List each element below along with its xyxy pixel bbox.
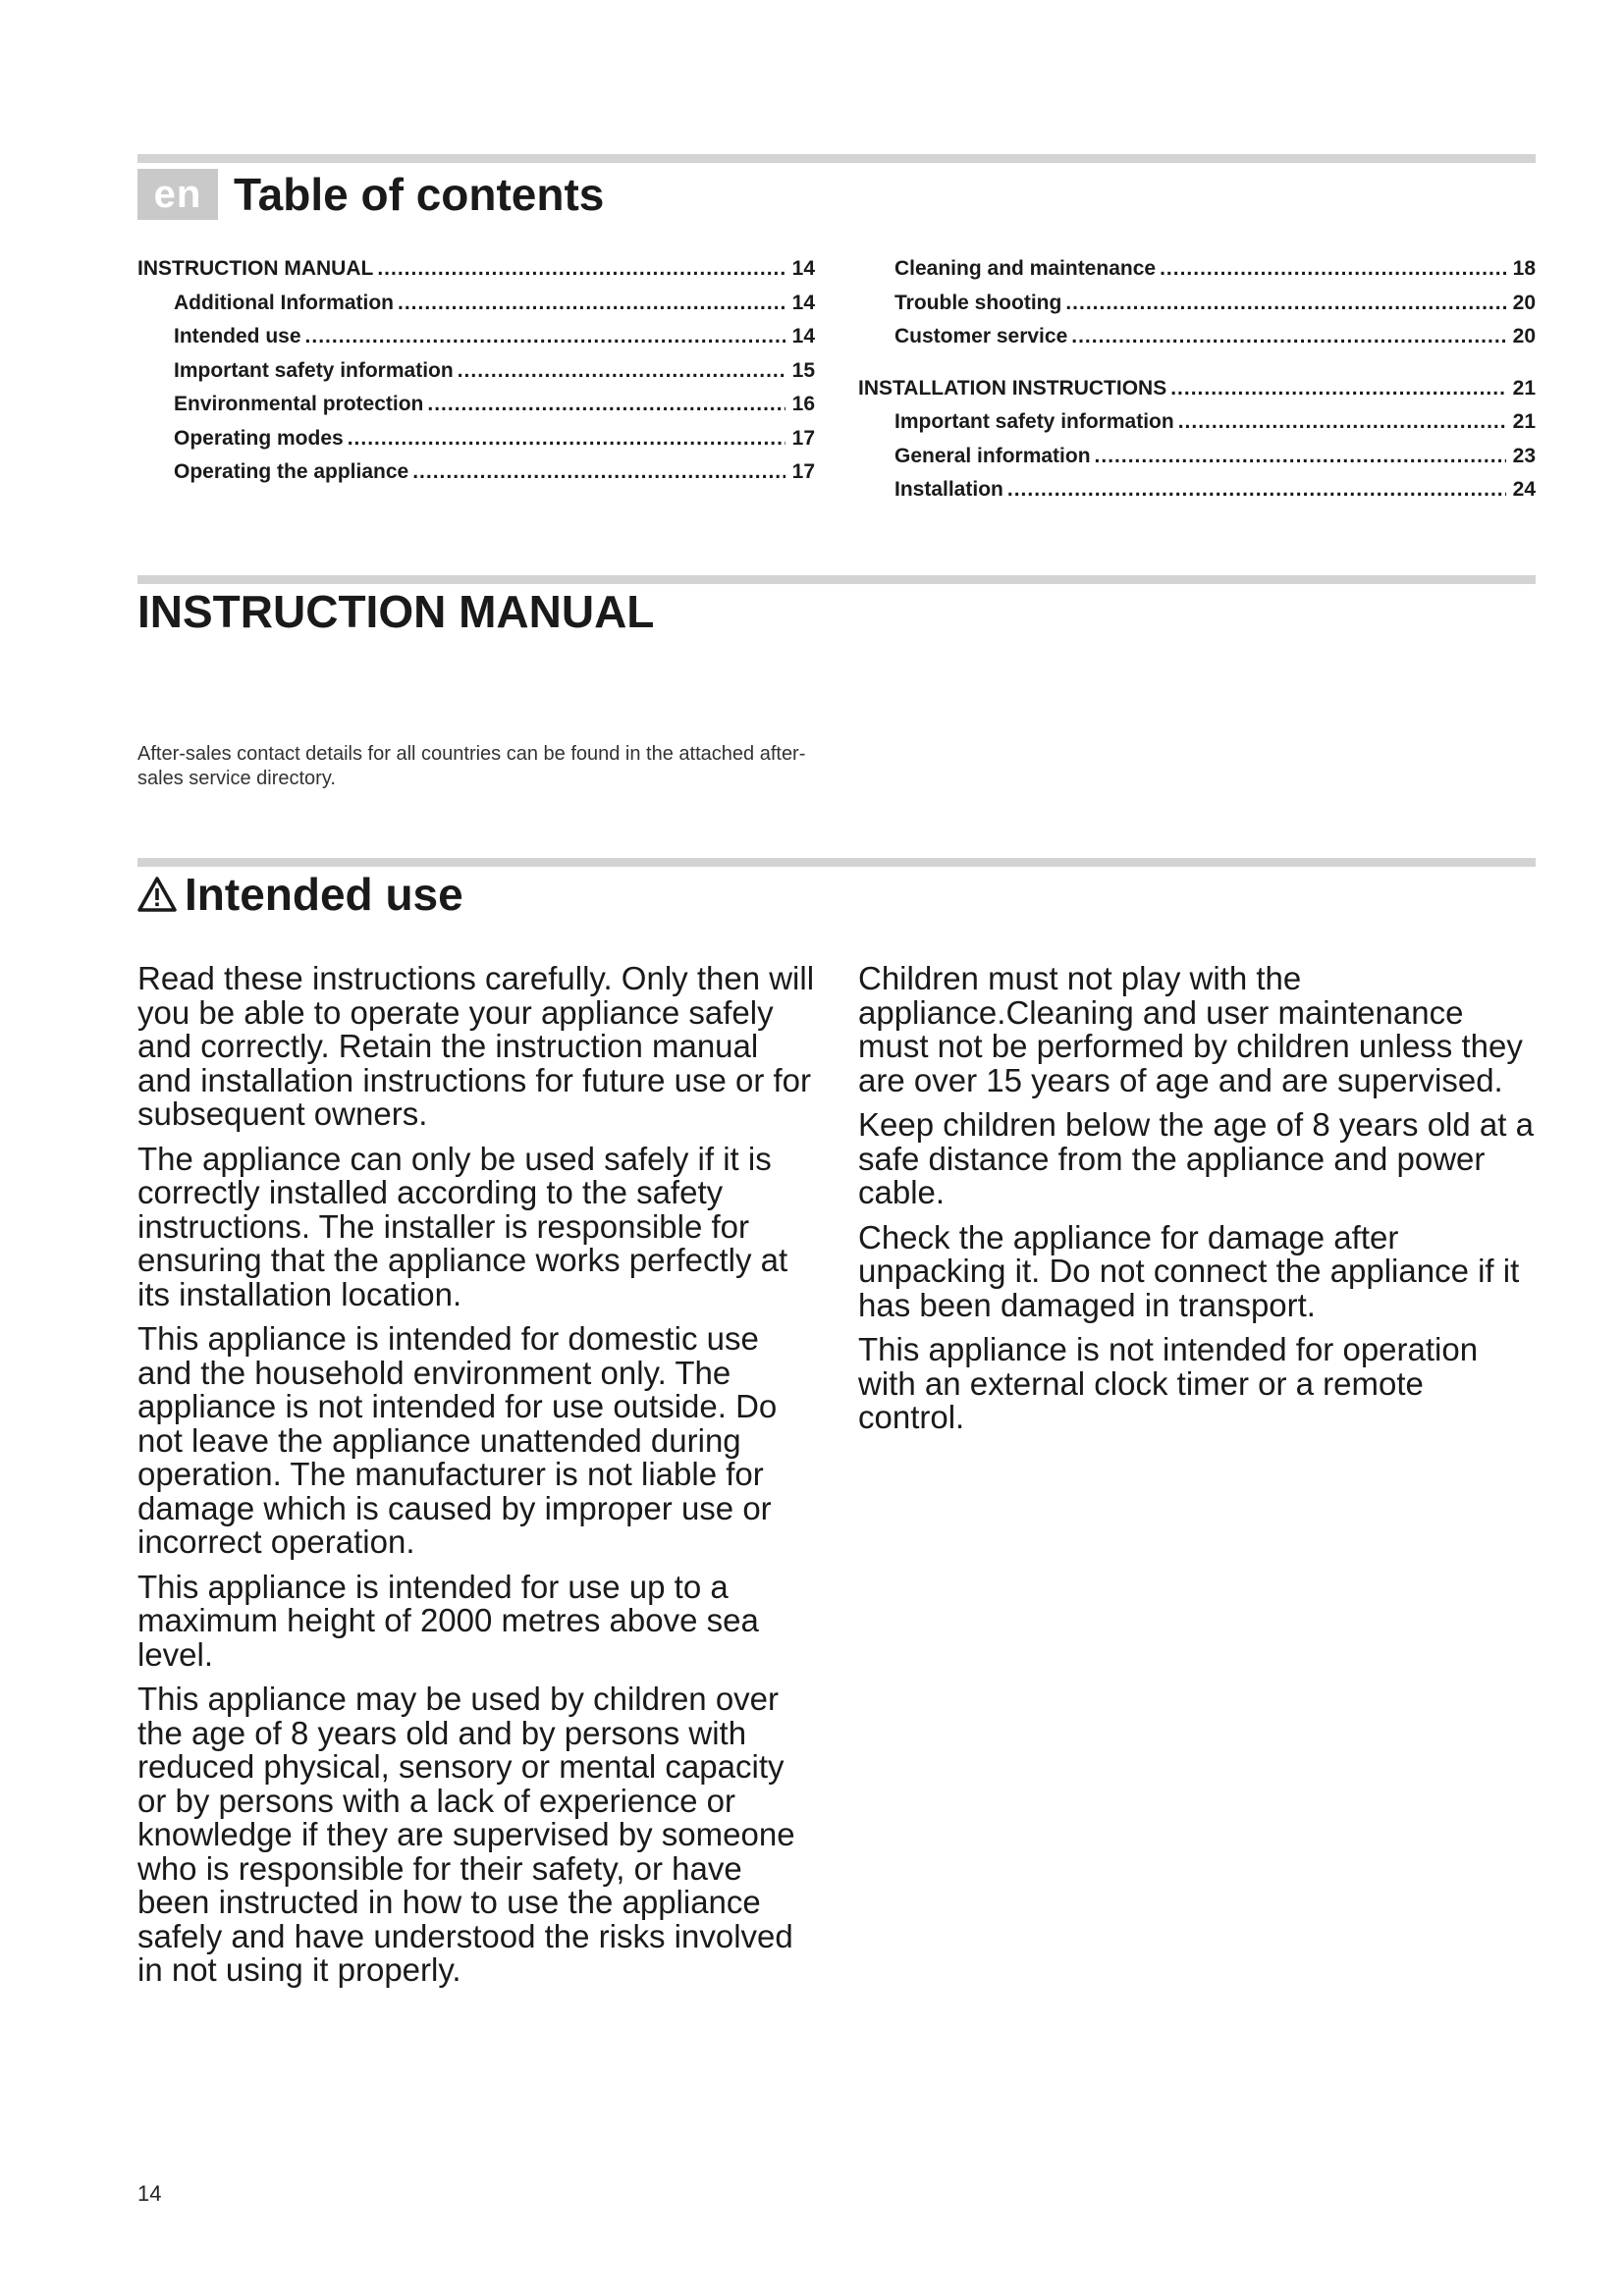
toc-entry-installation[interactable]: [858, 478, 1536, 512]
intended-use-heading: [137, 868, 463, 921]
toc-leader-dots: [1095, 445, 1506, 468]
toc-entry-page: 16: [791, 393, 815, 415]
toc-leader-dots: [1007, 478, 1506, 502]
toc-entry-label: Cleaning and maintenance: [894, 257, 1157, 280]
toc-entry-customer-service[interactable]: [858, 325, 1536, 359]
toc-entry-label: Intended use: [174, 325, 301, 347]
toc-leader-dots: [1178, 410, 1506, 434]
toc-entry-label: Operating the appliance: [174, 460, 409, 483]
toc-entry-page: 21: [1512, 410, 1536, 433]
toc-leader-dots: [398, 292, 785, 315]
toc-leader-dots: [458, 359, 785, 383]
toc-entry-page: 14: [791, 257, 815, 280]
toc-leader-dots: [305, 325, 785, 348]
toc-leader-dots: [377, 257, 785, 281]
toc-entry-page: 20: [1512, 325, 1536, 347]
page-number: 14: [137, 2181, 162, 2206]
paragraph-children-persons: This appliance may be used by children over the age of 8 years old and by persons with reduced physical, sensory or mental capacity or by persons with a lack of experience or knowledge if they are supervised by someone who is responsible for their safety, or have been instructed in how to use the appliance safely and have understood the risks involved in not using it properly.: [137, 1681, 795, 1988]
toc-leader-dots: [412, 460, 785, 484]
toc-entry-label: Trouble shooting: [894, 291, 1062, 314]
toc-header: [137, 167, 604, 222]
toc-title: Table of contents: [234, 169, 605, 220]
toc-leader-dots: [348, 427, 785, 451]
toc-entry-instruction-manual[interactable]: [137, 257, 815, 292]
paragraph-keep-children-away: Keep children below the age of 8 years old at a safe distance from the appliance and power cable.: [858, 1106, 1534, 1210]
toc-left-column: [137, 257, 815, 495]
toc-entry-label: Important safety information: [174, 358, 454, 382]
intended-use-right-column: [858, 962, 1536, 1446]
toc-entry-important-safety-information[interactable]: [137, 359, 815, 394]
toc-entry-page: 15: [791, 358, 815, 382]
toc-leader-dots: [427, 393, 785, 416]
toc-entry-page: 24: [1512, 478, 1536, 501]
paragraph-max-height: This appliance is intended for use up to a maximum height of 2000 metres above sea level.: [137, 1568, 759, 1673]
toc-entry-label: INSTALLATION INSTRUCTIONS: [858, 376, 1167, 400]
toc-entry-label: Environmental protection: [174, 393, 424, 415]
toc-entry-label: Additional Information: [174, 291, 394, 314]
toc-leader-dots: [1071, 325, 1506, 348]
paragraph-external-timer: This appliance is not intended for operation with an external clock timer or a remote control.: [858, 1331, 1479, 1435]
toc-entry-general-information[interactable]: [858, 445, 1536, 479]
toc-entry-page: 14: [791, 325, 815, 347]
toc-entry-page: 18: [1512, 257, 1536, 280]
toc-leader-dots: [1065, 292, 1506, 315]
paragraph-safe-installation: The appliance can only be used safely if it is correctly installed according to the safety instructions. The installer is responsible for ensuring that the appliance works perfectly at its installation location.: [137, 1140, 788, 1312]
paragraph-read-instructions: Read these instructions carefully. Only then will you be able to operate your appliance safely and correctly. Retain the instruction manual and installation instructions for future use or for subsequent owners.: [137, 960, 815, 1132]
toc-entry-environmental-protection[interactable]: [137, 393, 815, 427]
paragraph-domestic-use: This appliance is intended for domestic use and the household environment only. The appliance is not intended for use outside. Do not leave the appliance unattended during operation. The manufacturer is not liable for damage which is caused by improper use or incorrect operation.: [137, 1320, 778, 1560]
toc-entry-intended-use[interactable]: [137, 325, 815, 359]
toc-entry-label: Customer service: [894, 325, 1068, 347]
manual-title: INSTRUCTION MANUAL: [137, 586, 655, 637]
paragraph-check-damage: Check the appliance for damage after unpacking it. Do not connect the appliance if it has been damaged in transport.: [858, 1218, 1520, 1323]
intended-use-left-column: [137, 962, 815, 1999]
toc-entry-label: INSTRUCTION MANUAL: [137, 257, 374, 280]
toc-entry-install-important-safety-information[interactable]: [858, 410, 1536, 445]
toc-right-column: [858, 257, 1536, 512]
toc-leader-dots: [1160, 257, 1506, 281]
toc-entry-trouble-shooting[interactable]: [858, 292, 1536, 326]
toc-entry-page: 23: [1512, 444, 1536, 467]
after-sales-note: After-sales contact details for all countries can be found in the attached after-sales service directory.: [137, 743, 806, 789]
toc-entry-label: Operating modes: [174, 426, 344, 450]
toc-entry-cleaning-and-maintenance[interactable]: [858, 257, 1536, 292]
language-badge: en: [137, 169, 218, 220]
intended-use-top-rule: [137, 858, 1536, 867]
toc-entry-page: 20: [1512, 291, 1536, 314]
paragraph-children-play: Children must not play with the appliance.Cleaning and user maintenance must not be performed by children unless they are over 15 years of age and are supervised.: [858, 960, 1523, 1098]
manual-top-rule: [137, 575, 1536, 584]
toc-entry-operating-modes[interactable]: [137, 427, 815, 461]
toc-entry-additional-information[interactable]: [137, 292, 815, 326]
toc-entry-operating-the-appliance[interactable]: [137, 460, 815, 495]
toc-entry-page: 14: [791, 291, 815, 314]
toc-entry-page: 21: [1512, 376, 1536, 400]
warning-triangle-icon: [137, 876, 177, 913]
toc-entry-label: Important safety information: [894, 410, 1174, 433]
intended-use-title: Intended use: [185, 869, 463, 920]
toc-entry-installation-instructions[interactable]: [858, 377, 1536, 411]
toc-entry-page: 17: [791, 426, 815, 450]
toc-entry-label: General information: [894, 444, 1091, 467]
toc-top-rule: [137, 154, 1536, 163]
toc-entry-label: Installation: [894, 478, 1003, 501]
toc-entry-page: 17: [791, 460, 815, 483]
toc-leader-dots: [1170, 377, 1506, 400]
